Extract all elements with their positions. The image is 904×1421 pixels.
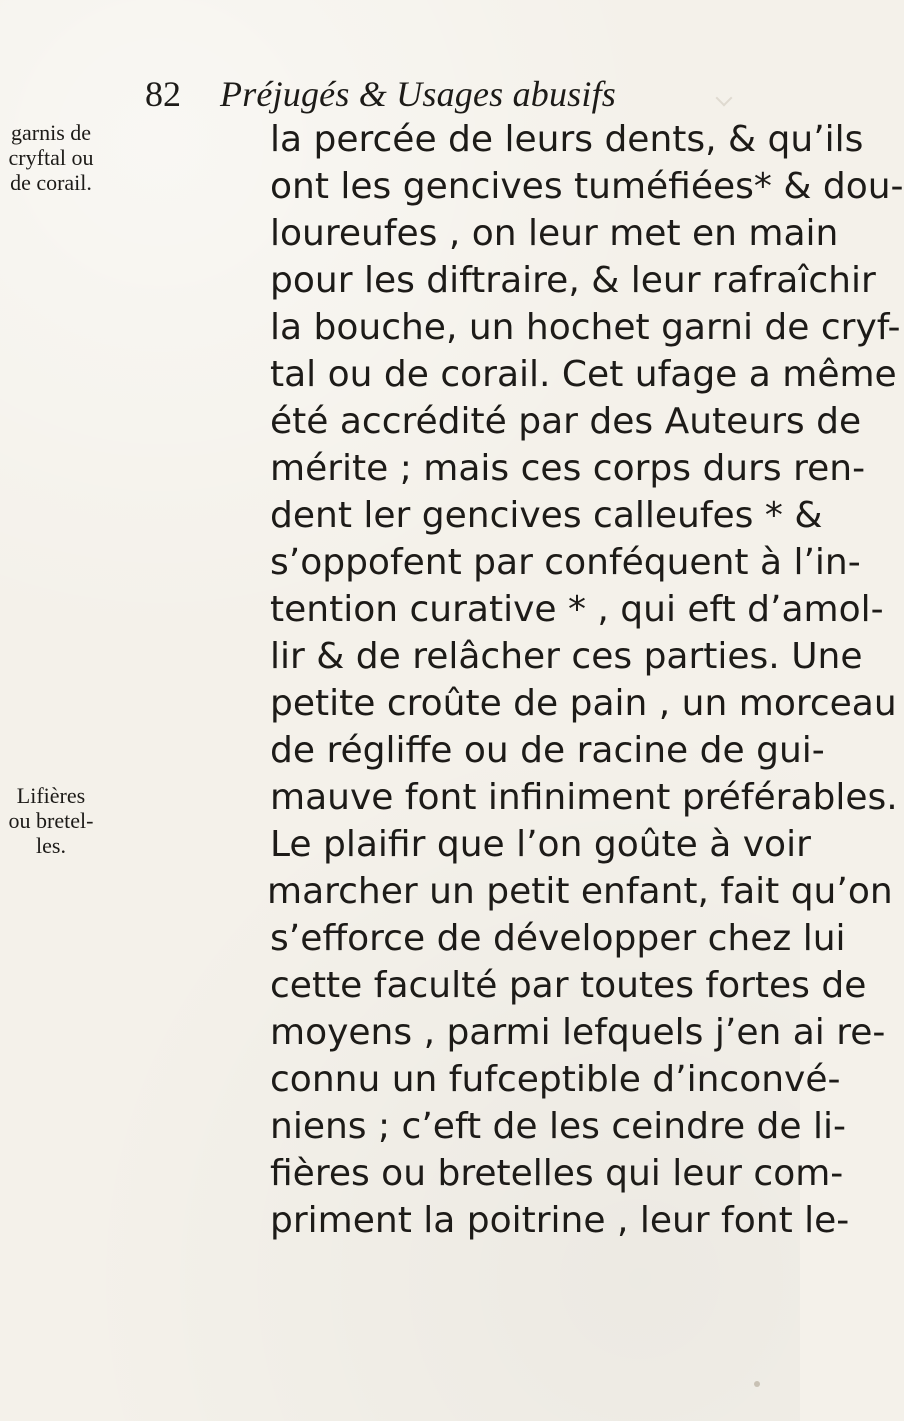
text-line: s’oppofent par conféquent à l’in- [270,542,861,583]
body-text [267,116,904,1244]
page-number: 82 [145,74,181,114]
text-line: priment la poitrine , leur font le- [270,1200,850,1241]
margin-note-2-line-3: les. [36,833,66,858]
text-line: mérite ; mais ces corps durs ren- [270,448,866,489]
margin-note-1-line-3: de corail. [10,170,92,195]
text-line: ont les gencives tuméfiées* & dou- [270,166,904,207]
text-line: dent ler gencives calleufes * & [270,495,823,536]
margin-note-1-line-2: cryftal ou [8,145,94,170]
text-line: niens ; c’eft de les ceindre de li- [270,1106,846,1147]
text-line: de régliffe ou de racine de gui- [270,730,825,771]
text-line: mauve font infiniment préférables. [270,777,898,818]
margin-note-2 [2,783,100,858]
page-speck [754,1381,760,1387]
margin-note-2-line-1: Lifières [16,783,86,808]
text-line: marcher un petit enfant, fait qu’on [267,871,893,912]
text-line: fières ou bretelles qui leur com- [270,1153,844,1194]
text-line: loureufes , on leur met en main [270,213,839,254]
text-line: connu un fufceptible d’inconvé- [270,1059,841,1100]
text-line: tention curative * , qui eft d’amol- [270,589,884,630]
page-edge-mark [716,90,733,107]
text-line: moyens , parmi lefquels j’en ai re- [270,1012,886,1053]
text-line: s’efforce de développer chez lui [270,918,846,959]
margin-note-2-line-2: ou bretel- [8,808,94,833]
margin-note-1-line-1: garnis de [10,120,92,145]
text-line: la bouche, un hochet garni de cryf- [270,307,901,348]
margin-note-1 [2,120,100,195]
text-line: été accrédité par des Auteurs de [270,401,862,442]
text-line: lir & de relâcher ces parties. Une [270,636,863,677]
running-title: Préjugés & Usages abusifs [220,74,616,114]
text-line: tal ou de corail. Cet ufage a même [270,354,897,395]
text-line: Le plaifir que l’on goûte à voir [270,824,811,865]
text-line: la percée de leurs dents, & qu’ils [270,119,864,160]
text-line: cette faculté par toutes fortes de [270,965,867,1006]
page-header [145,68,705,120]
text-line: petite croûte de pain , un morceau [270,683,897,724]
text-line: pour les diftraire, & leur rafraîchir [270,260,876,301]
